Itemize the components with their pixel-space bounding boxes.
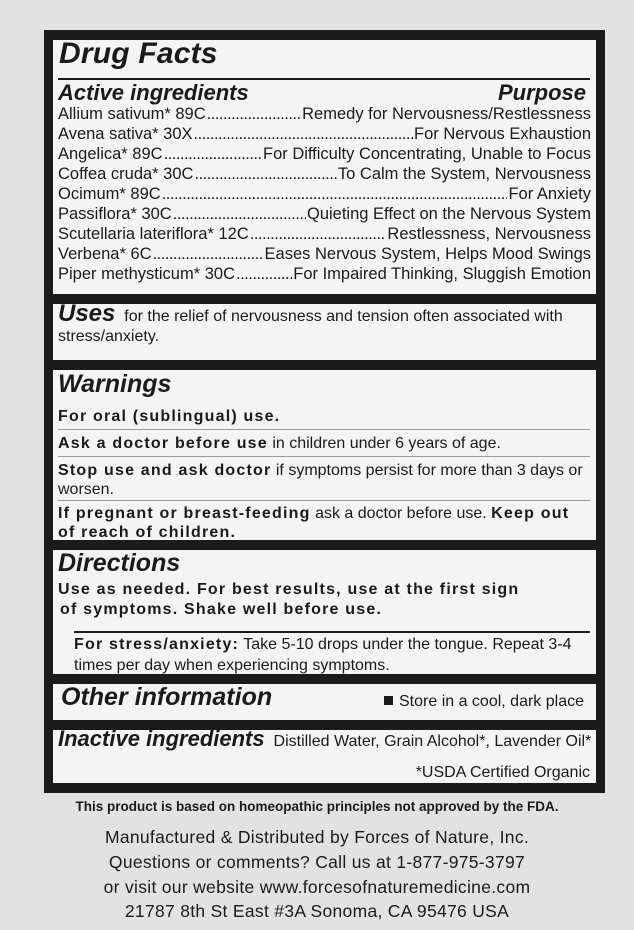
ingredient-row	[58, 265, 591, 285]
inactive-ingredients-section	[53, 726, 596, 783]
dot-leader	[194, 165, 336, 184]
other-information-section	[53, 684, 596, 720]
contact-phone-line: Questions or comments? Call us at 1-877-975-3797	[108, 852, 526, 872]
ingredient-name: Scutellaria lateriflora* 12C	[58, 225, 249, 243]
dot-leader	[153, 245, 264, 264]
address-line: 21787 8th St East #3A Sonoma, CA 95476 USA	[124, 901, 510, 921]
manufacturer-line: Manufactured & Distributed by Forces of Nature, Inc.	[104, 827, 530, 847]
dot-leader	[236, 265, 292, 284]
dot-leader	[173, 205, 306, 224]
warning-stop-use: Stop use and ask doctor if symptoms persist for more than 3 days or worsen.	[58, 462, 583, 498]
storage-note: Store in a cool, dark place	[384, 693, 584, 711]
warnings-divider	[58, 429, 590, 430]
ingredient-row	[58, 205, 591, 225]
warnings-divider	[58, 500, 590, 501]
dot-leader	[250, 225, 387, 244]
ingredient-row	[58, 165, 591, 185]
inactive-ingredients-heading: Inactive ingredients	[58, 726, 265, 751]
dot-leader	[194, 125, 413, 144]
directions-heading: Directions	[58, 549, 181, 577]
warnings-divider	[58, 456, 590, 457]
warnings-section	[53, 370, 596, 540]
ingredient-name: Verbena* 6C	[58, 245, 152, 263]
warnings-heading: Warnings	[58, 370, 172, 398]
ingredient-name: Avena sativa* 30X	[58, 125, 193, 143]
ingredient-purpose: Quieting Effect on the Nervous System	[306, 205, 591, 223]
inactive-text-block	[58, 726, 593, 752]
other-information-heading: Other information	[61, 683, 273, 711]
uses-section	[53, 300, 596, 360]
purpose-heading: Purpose	[497, 80, 586, 105]
ingredient-purpose: For Impaired Thinking, Sluggish Emotion	[293, 265, 591, 283]
ingredient-list	[58, 105, 591, 285]
active-ingredients-section	[53, 37, 596, 294]
directions-line-1: Use as needed. For best results, use at the first sign	[58, 581, 520, 598]
drug-facts-title: Drug Facts	[59, 37, 218, 70]
dot-leader	[164, 145, 262, 164]
dot-leader	[162, 185, 508, 204]
ingredient-purpose: Restlessness, Nervousness	[387, 225, 591, 243]
ingredient-purpose: To Calm the System, Nervousness	[337, 165, 591, 183]
inactive-ingredients-text: Distilled Water, Grain Alcohol*, Lavender Oil*	[273, 733, 592, 750]
warning-oral-use: For oral (sublingual) use.	[58, 408, 281, 425]
active-ingredients-heading: Active ingredients	[58, 80, 249, 105]
ingredient-purpose: Eases Nervous System, Helps Mood Swings	[264, 245, 591, 263]
ingredient-name: Ocimum* 89C	[58, 185, 161, 203]
fda-disclaimer: This product is based on homeopathic principles not approved by the FDA.	[75, 799, 559, 814]
ingredient-row	[58, 145, 591, 165]
ingredient-name: Allium sativum* 89C	[58, 105, 206, 123]
ingredient-row	[58, 245, 591, 265]
website-line: or visit our website www.forcesofnaturemedicine.com	[103, 877, 531, 897]
uses-text: for the relief of nervousness and tension often associated with stress/anxiety.	[58, 308, 563, 345]
ingredient-purpose: For Difficulty Concentrating, Unable to Focus	[262, 145, 591, 163]
usda-organic-note: *USDA Certified Organic	[415, 764, 590, 781]
square-bullet-icon	[384, 696, 393, 705]
ingredient-row	[58, 125, 591, 145]
ingredient-purpose: For Nervous Exhaustion	[414, 125, 591, 143]
warning-ask-doctor: Ask a doctor before use in children under 6 years of age.	[58, 435, 501, 452]
drug-facts-panel	[44, 30, 605, 793]
ingredient-name: Coffea cruda* 30C	[58, 165, 194, 183]
ingredient-row	[58, 105, 591, 125]
uses-text-block	[58, 300, 588, 347]
directions-stress: For stress/anxiety: Take 5-10 drops under the tongue. Repeat 3-4 times per day when experiencing symptoms.	[74, 636, 572, 674]
directions-rule	[74, 631, 590, 633]
ingredient-name: Passiflora* 30C	[58, 205, 172, 223]
ingredient-name: Angelica* 89C	[58, 145, 163, 163]
ingredient-purpose: Remedy for Nervousness/Restlessness	[302, 105, 591, 123]
directions-line-2: of symptoms. Shake well before use.	[60, 601, 383, 618]
dot-leader	[207, 105, 301, 124]
uses-heading: Uses	[58, 300, 116, 327]
warning-pregnant: If pregnant or breast-feeding ask a doctor before use. Keep out of reach of children.	[58, 505, 570, 541]
ingredient-row	[58, 185, 591, 205]
ingredient-name: Piper methysticum* 30C	[58, 265, 235, 283]
directions-section	[53, 550, 596, 674]
ingredient-purpose: For Anxiety	[508, 185, 591, 203]
ingredient-row	[58, 225, 591, 245]
